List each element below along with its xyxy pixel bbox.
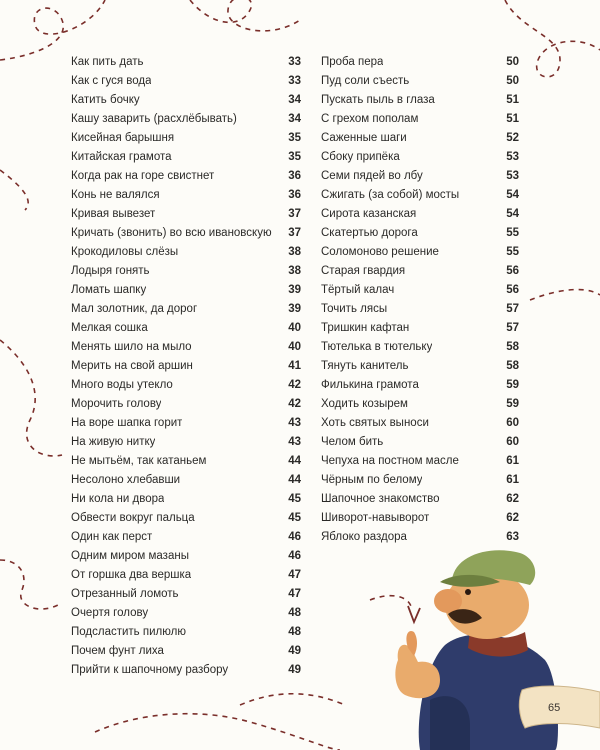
toc-page: 39 <box>288 303 301 315</box>
toc-row[interactable] <box>71 91 301 110</box>
toc-title: Отрезанный ломоть <box>71 588 179 600</box>
toc-title: Соломоново решение <box>321 246 439 258</box>
toc-title: На воре шапка горит <box>71 417 183 429</box>
toc-row[interactable] <box>321 91 519 110</box>
toc-page: 36 <box>288 170 301 182</box>
toc-row[interactable] <box>71 471 301 490</box>
toc-row[interactable] <box>71 623 301 642</box>
toc-row[interactable] <box>71 338 301 357</box>
toc-title: Лодыря гонять <box>71 265 150 277</box>
toc-row[interactable] <box>321 433 519 452</box>
toc-page: 49 <box>288 664 301 676</box>
toc-title: Проба пера <box>321 56 384 68</box>
toc-page: 57 <box>506 303 519 315</box>
toc-row[interactable] <box>71 72 301 91</box>
toc-row[interactable] <box>71 566 301 585</box>
toc-page: 55 <box>506 227 519 239</box>
page-number: 65 <box>548 702 561 714</box>
toc-row[interactable] <box>321 110 519 129</box>
toc-page: 45 <box>288 493 301 505</box>
toc-page: 47 <box>288 588 301 600</box>
toc-row[interactable] <box>71 490 301 509</box>
toc-row[interactable] <box>321 300 519 319</box>
toc-page: 63 <box>506 531 519 543</box>
toc-title: Кисейная барышня <box>71 132 175 144</box>
toc-page: 36 <box>288 189 301 201</box>
toc-title: Тёртый калач <box>321 284 395 296</box>
toc-row[interactable] <box>321 528 519 547</box>
toc-title: Саженные шаги <box>321 132 407 144</box>
toc-page: 55 <box>506 246 519 258</box>
toc-title: Морочить голову <box>71 398 162 410</box>
toc-row[interactable] <box>321 376 519 395</box>
toc-page: 51 <box>506 94 519 106</box>
toc-row[interactable] <box>321 262 519 281</box>
toc-page: 49 <box>288 645 301 657</box>
toc-title: Пуд соли съесть <box>321 75 410 87</box>
toc-title: Китайская грамота <box>71 151 172 163</box>
toc-page: 56 <box>506 265 519 277</box>
toc-title: Кричать (звонить) во всю ивановскую <box>71 227 272 239</box>
toc-title: Тютелька в тютельку <box>321 341 433 353</box>
toc-title: Тришкин кафтан <box>321 322 410 334</box>
toc-title: Сжигать (за собой) мосты <box>321 189 460 201</box>
toc-page: 62 <box>506 512 519 524</box>
toc-page: 37 <box>288 227 301 239</box>
toc-title: Ни кола ни двора <box>71 493 165 505</box>
toc-page: 58 <box>506 341 519 353</box>
toc-page: 40 <box>288 322 301 334</box>
toc-page: 53 <box>506 151 519 163</box>
toc-row[interactable] <box>321 72 519 91</box>
toc-page: 43 <box>288 417 301 429</box>
toc-title: Много воды утекло <box>71 379 173 391</box>
toc-title: Мал золотник, да дорог <box>71 303 198 315</box>
toc-page: 59 <box>506 379 519 391</box>
toc-row[interactable] <box>71 186 301 205</box>
toc-title: Как пить дать <box>71 56 144 68</box>
toc-row[interactable] <box>71 585 301 604</box>
toc-page: 48 <box>288 607 301 619</box>
toc-row[interactable] <box>321 281 519 300</box>
toc-page: 33 <box>288 75 301 87</box>
toc-page: 50 <box>506 75 519 87</box>
toc-page: 42 <box>288 379 301 391</box>
toc-title: Сирота казанская <box>321 208 417 220</box>
toc-page: 51 <box>506 113 519 125</box>
toc-page: 58 <box>506 360 519 372</box>
toc-title: От горшка два вершка <box>71 569 192 581</box>
toc-title: Ломать шапку <box>71 284 147 296</box>
toc-title: С грехом пополам <box>321 113 419 125</box>
toc-page: 34 <box>288 94 301 106</box>
toc-page: 44 <box>288 474 301 486</box>
toc-title: Одним миром мазаны <box>71 550 189 562</box>
toc-row[interactable] <box>321 243 519 262</box>
toc-title: Скатертью дорога <box>321 227 418 239</box>
toc-title: Тянуть канитель <box>321 360 409 372</box>
toc-page: 56 <box>506 284 519 296</box>
toc-page: 45 <box>288 512 301 524</box>
toc-row[interactable] <box>71 148 301 167</box>
toc-row[interactable] <box>321 205 519 224</box>
toc-title: Обвести вокруг пальца <box>71 512 195 524</box>
toc-title: Чёрным по белому <box>321 474 423 486</box>
toc-page: 38 <box>288 265 301 277</box>
toc-title: Когда рак на горе свистнет <box>71 170 215 182</box>
toc-title: Кашу заварить (расхлёбывать) <box>71 113 237 125</box>
toc-row[interactable] <box>321 357 519 376</box>
toc-title: Мерить на свой аршин <box>71 360 193 372</box>
toc-row[interactable] <box>321 167 519 186</box>
toc-row[interactable] <box>321 319 519 338</box>
toc-row[interactable] <box>71 414 301 433</box>
toc-page: 38 <box>288 246 301 258</box>
toc-page: 46 <box>288 550 301 562</box>
toc-left-column <box>71 53 301 680</box>
toc-page: 59 <box>506 398 519 410</box>
toc-page: 60 <box>506 417 519 429</box>
toc-row[interactable] <box>321 395 519 414</box>
toc-title: Прийти к шапочному разбору <box>71 664 229 676</box>
toc-row[interactable] <box>321 148 519 167</box>
toc-row[interactable] <box>321 53 519 72</box>
toc-title: Очертя голову <box>71 607 149 619</box>
toc-row[interactable] <box>71 110 301 129</box>
toc-title: Один как перст <box>71 531 153 543</box>
toc-page: 35 <box>288 151 301 163</box>
toc-row[interactable] <box>71 604 301 623</box>
toc-title: Семи пядей во лбу <box>321 170 423 182</box>
toc-title: Не мытьём, так катаньем <box>71 455 207 467</box>
toc-title: Точить лясы <box>321 303 388 315</box>
toc-row[interactable] <box>71 452 301 471</box>
toc-row[interactable] <box>71 376 301 395</box>
toc-page: 54 <box>506 189 519 201</box>
toc-row[interactable] <box>71 528 301 547</box>
toc-row[interactable] <box>321 509 519 528</box>
toc-row[interactable] <box>71 642 301 661</box>
toc-title: Мелкая сошка <box>71 322 148 334</box>
toc-page: 62 <box>506 493 519 505</box>
toc-title: Чепуха на постном масле <box>321 455 459 467</box>
toc-row[interactable] <box>71 205 301 224</box>
toc-page: 34 <box>288 113 301 125</box>
toc-page: 41 <box>288 360 301 372</box>
toc-title: Крокодиловы слёзы <box>71 246 179 258</box>
toc-title: Почем фунт лиха <box>71 645 164 657</box>
toc-page: 42 <box>288 398 301 410</box>
toc-row[interactable] <box>71 53 301 72</box>
toc-page: 40 <box>288 341 301 353</box>
toc-row[interactable] <box>321 186 519 205</box>
toc-page: 50 <box>506 56 519 68</box>
toc-row[interactable] <box>321 471 519 490</box>
toc-title: Как с гуся вода <box>71 75 152 87</box>
toc-row[interactable] <box>71 547 301 566</box>
toc-title: Хоть святых выноси <box>321 417 429 429</box>
toc-row[interactable] <box>71 357 301 376</box>
toc-row[interactable] <box>71 433 301 452</box>
toc-title: Старая гвардия <box>321 265 406 277</box>
toc-page: 57 <box>506 322 519 334</box>
toc-row[interactable] <box>71 661 301 680</box>
toc-row[interactable] <box>71 262 301 281</box>
toc-row[interactable] <box>71 167 301 186</box>
toc-title: На живую нитку <box>71 436 156 448</box>
toc-page: 39 <box>288 284 301 296</box>
toc-row[interactable] <box>321 129 519 148</box>
toc-title: Менять шило на мыло <box>71 341 192 353</box>
toc-page: 61 <box>506 455 519 467</box>
toc-page: 48 <box>288 626 301 638</box>
toc-row[interactable] <box>71 129 301 148</box>
toc-row[interactable] <box>321 490 519 509</box>
toc-page: 60 <box>506 436 519 448</box>
toc-title: Конь не валялся <box>71 189 160 201</box>
toc-row[interactable] <box>71 319 301 338</box>
toc-title: Сбоку припёка <box>321 151 400 163</box>
toc-title: Пускать пыль в глаза <box>321 94 435 106</box>
toc-row[interactable] <box>321 338 519 357</box>
toc-page: 35 <box>288 132 301 144</box>
toc-row[interactable] <box>321 224 519 243</box>
toc-row[interactable] <box>321 452 519 471</box>
toc-title: Ходить козырем <box>321 398 408 410</box>
toc-page: 43 <box>288 436 301 448</box>
toc-right-column <box>321 53 519 547</box>
toc-row[interactable] <box>71 224 301 243</box>
toc-title: Подсластить пилюлю <box>71 626 186 638</box>
toc-title: Катить бочку <box>71 94 140 106</box>
toc-title: Кривая вывезет <box>71 208 156 220</box>
toc-title: Шиворот-навыворот <box>321 512 430 524</box>
toc-page: 54 <box>506 208 519 220</box>
toc-row[interactable] <box>71 509 301 528</box>
toc-title: Яблоко раздора <box>321 531 407 543</box>
toc-row[interactable] <box>321 414 519 433</box>
toc-title: Несолоно хлебавши <box>71 474 181 486</box>
toc-page: 47 <box>288 569 301 581</box>
toc-title: Филькина грамота <box>321 379 419 391</box>
toc-row[interactable] <box>71 395 301 414</box>
toc-page: 44 <box>288 455 301 467</box>
toc-row[interactable] <box>71 300 301 319</box>
toc-row[interactable] <box>71 281 301 300</box>
toc-page: 53 <box>506 170 519 182</box>
toc-page: 46 <box>288 531 301 543</box>
toc-page: 52 <box>506 132 519 144</box>
toc-title: Шапочное знакомство <box>321 493 440 505</box>
toc-row[interactable] <box>71 243 301 262</box>
toc-page: 61 <box>506 474 519 486</box>
toc-page: 33 <box>288 56 301 68</box>
toc-page: 37 <box>288 208 301 220</box>
toc-title: Челом бить <box>321 436 384 448</box>
